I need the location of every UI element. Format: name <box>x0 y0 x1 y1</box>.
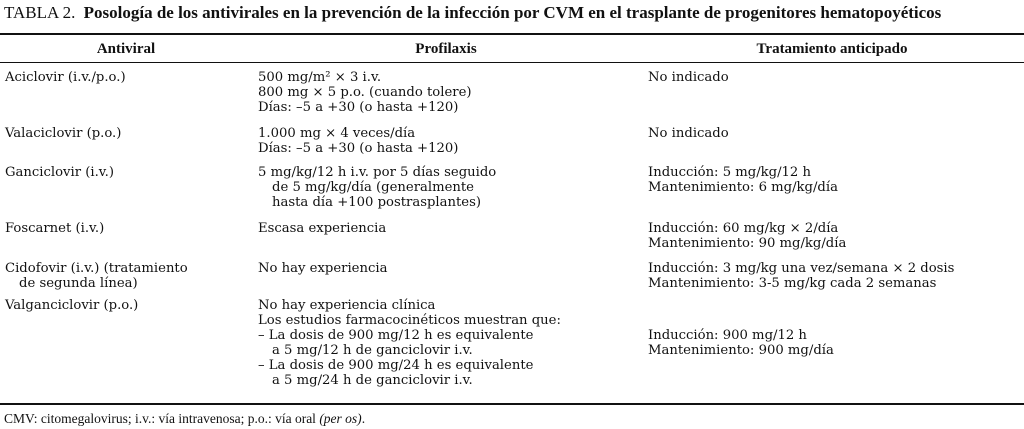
row-valganciclovir-tratamiento: Inducción: 900 mg/12 h Mantenimiento: 900 mg/día <box>648 328 834 358</box>
row-ganciclovir-tratamiento: Inducción: 5 mg/kg/12 h Mantenimiento: 6 mg/kg/día <box>648 165 838 195</box>
row-aciclovir-antiviral: Aciclovir (i.v./p.o.) <box>5 70 126 85</box>
header-rule <box>0 62 1024 63</box>
table-footnote <box>4 411 365 427</box>
row-aciclovir-profilaxis: 500 mg/m² × 3 i.v. 800 mg × 5 p.o. (cuando tolere) Días: –5 a +30 (o hasta +120) <box>258 70 472 115</box>
row-cidofovir-antiviral: Cidofovir (i.v.) (tratamiento de segunda línea) <box>5 261 188 291</box>
row-valganciclovir-profilaxis: No hay experiencia clínica Los estudios farmacocinéticos muestran que: – La dosis de 900 mg/12 h es equivalente a 5 mg/12 h de ganciclovir i.v. – La dosis de 900 mg/24 h es equivalente a 5 mg/24 h de ganciclovir i.v. <box>258 298 561 388</box>
table-label: TABLA 2. <box>4 3 76 22</box>
row-valaciclovir-tratamiento: No indicado <box>648 126 729 141</box>
row-cidofovir-tratamiento: Inducción: 3 mg/kg una vez/semana × 2 dosis Mantenimiento: 3-5 mg/kg cada 2 semanas <box>648 261 955 291</box>
top-rule <box>0 33 1024 35</box>
footnote-text: CMV: citomegalovirus; i.v.: vía intravenosa; p.o.: vía oral <box>4 411 316 426</box>
table-title: Posología de los antivirales en la prevención de la infección por CVM en el trasplante de progenitores hematopoyéticos <box>83 3 942 22</box>
header-tratamiento: Tratamiento anticipado <box>756 41 908 57</box>
row-ganciclovir-antiviral: Ganciclovir (i.v.) <box>5 165 114 180</box>
table-caption <box>4 3 1020 23</box>
row-cidofovir-profilaxis: No hay experiencia <box>258 261 388 276</box>
row-foscarnet-antiviral: Foscarnet (i.v.) <box>5 221 105 236</box>
row-valganciclovir-antiviral: Valganciclovir (p.o.) <box>5 298 139 313</box>
row-aciclovir-tratamiento: No indicado <box>648 70 729 85</box>
bottom-rule <box>0 403 1024 405</box>
footnote-italic: (per os) <box>319 411 362 426</box>
row-foscarnet-tratamiento: Inducción: 60 mg/kg × 2/día Mantenimiento: 90 mg/kg/día <box>648 221 847 251</box>
row-valaciclovir-profilaxis: 1.000 mg × 4 veces/día Días: –5 a +30 (o hasta +120) <box>258 126 459 156</box>
row-ganciclovir-profilaxis: 5 mg/kg/12 h i.v. por 5 días seguido de 5 mg/kg/día (generalmente hasta día +100 postrasplantes) <box>258 165 497 210</box>
footnote-end: . <box>361 411 366 426</box>
row-valaciclovir-antiviral: Valaciclovir (p.o.) <box>5 126 122 141</box>
header-antiviral: Antiviral <box>96 41 156 57</box>
row-foscarnet-profilaxis: Escasa experiencia <box>258 221 387 236</box>
header-profilaxis: Profilaxis <box>415 41 477 57</box>
